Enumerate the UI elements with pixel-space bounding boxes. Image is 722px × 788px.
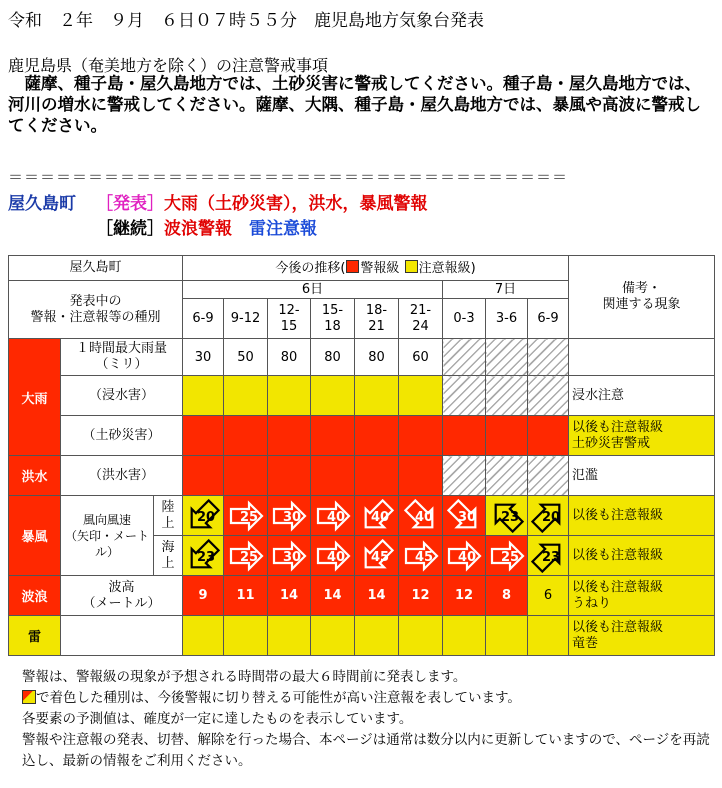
advisory-cell [528,616,569,656]
corner-town: 屋久島町 [9,256,183,281]
wind-speed: 30 [457,509,477,525]
wave-height-cell: 14 [311,576,355,616]
rain-amount-cell: 80 [268,339,311,376]
advisory-cell [443,616,486,656]
advisory-swatch [405,260,418,273]
wave-height-cell: 8 [486,576,528,616]
wave-height-cell: 12 [399,576,443,616]
wind-speed: 23 [196,549,216,565]
wind-speed: 20 [541,509,561,525]
wind-speed: 30 [282,549,302,565]
wave-height-cell: 6 [528,576,569,616]
note-1: 警報は、警報級の現象が予想される時間帯の最大６時間前に発表します。 [22,669,467,685]
warning-cell [355,416,399,456]
warning-cell [443,416,486,456]
sea-wind-cell [486,536,528,576]
sea-wind-cell [528,536,569,576]
land-wind-cell [528,496,569,536]
no-forecast-cell [528,339,569,376]
wind-arrow-icon [402,499,440,533]
wind-speed: 40 [370,509,389,525]
land-wind-cell [268,496,311,536]
wind-arrow-icon [314,539,352,573]
wind-arrow-icon [227,539,265,573]
advisory-cell [355,616,399,656]
wind-speed: 40 [414,509,433,525]
land-wind-cell [355,496,399,536]
advisory-cell [355,376,399,416]
wave-height-cell: 12 [443,576,486,616]
wind-arrow-icon [445,499,483,533]
continued-wave: 波浪警報 [164,219,232,239]
wind-speed: 20 [196,509,216,525]
advisory-cell [486,616,528,656]
heavy-rain-label: 大雨 [9,339,61,456]
remark-cell: 以後も注意報級 [569,496,715,536]
warning-cell [268,456,311,496]
rain-amount-cell: 80 [311,339,355,376]
continued-line [96,214,317,239]
wind-speed: 40 [326,509,345,525]
no-forecast-cell [443,376,486,416]
time-slot-header: 0-3 [443,299,486,339]
sea-label: 海 上 [154,536,183,576]
no-forecast-cell [486,456,528,496]
future-label: 今後の推移 [275,260,341,276]
advisory-cell [224,376,268,416]
wind-arrow-icon [488,499,526,533]
rain-amount-cell: 30 [183,339,224,376]
land-wind-cell [224,496,268,536]
wind-speed: 25 [239,549,258,565]
issued-items: 大雨（土砂災害），洪水，暴風警報 [164,194,428,214]
time-slot-header: 15- 18 [311,299,355,339]
wind-speed: 25 [239,509,258,525]
rain-amount-cell: 80 [355,339,399,376]
wind-arrow-icon [488,539,526,573]
sea-wind-cell [399,536,443,576]
advisory-cell [268,376,311,416]
advisory-cell [311,376,355,416]
no-forecast-cell [486,339,528,376]
warning-cell [224,456,268,496]
wind-arrow-icon [270,499,308,533]
summary-subtitle: 鹿児島県（奄美地方を除く）の注意警戒事項 [8,56,329,75]
wind-speed: 45 [370,549,389,565]
no-forecast-cell [486,376,528,416]
remark-cell: 以後も注意報級 竜巻 [569,616,715,656]
wind-speed: 45 [414,549,433,565]
note-2 [22,688,712,709]
inundation-label: （浸水害） [61,376,183,416]
corner-kind: 発表中の 警報・注意報等の種別 [9,281,183,339]
note-2-text: で着色した種別は、今後警報に切り替える可能性が高い注意報を表しています。 [36,690,521,706]
advisory-cell [399,376,443,416]
land-wind-cell [486,496,528,536]
sea-wind-cell [443,536,486,576]
land-wind-cell [399,496,443,536]
continued-thunder: 雷注意報 [249,219,317,239]
future-header: 今後の推移( 警報級 注意報級) [183,256,569,281]
legend-advisory: 注意報級 [418,260,471,276]
sea-wind-cell [268,536,311,576]
wave-sub-label: 波高 （メートル） [61,576,183,616]
notes [22,667,712,772]
advisory-cell [224,616,268,656]
advisory-cell [311,616,355,656]
legend-warning: 警報級 [360,260,400,276]
no-forecast-cell [443,339,486,376]
thunder-sub-blank [61,616,183,656]
storm-label: 暴風 [9,496,61,576]
no-forecast-cell [528,456,569,496]
warning-cell [355,456,399,496]
town-name: 屋久島町 [8,194,76,214]
wind-arrow-icon [358,539,396,573]
advisory-cell [399,616,443,656]
time-slot-header: 9-12 [224,299,268,339]
warning-cell [486,416,528,456]
rain-amount-label: １時間最大雨量 （ミリ） [61,339,183,376]
sea-wind-cell [183,536,224,576]
remark-cell [569,339,715,376]
wind-arrow-icon [227,499,265,533]
landslide-label: （土砂災害） [61,416,183,456]
wind-arrow-icon [529,499,567,533]
time-slot-header: 18- 21 [355,299,399,339]
time-slot-header: 6-9 [183,299,224,339]
day7-header: 7日 [443,281,569,299]
no-forecast-cell [443,456,486,496]
remark-cell: 以後も注意報級 土砂災害警戒 [569,416,715,456]
wind-speed: 25 [500,549,519,565]
thunder-label: 雷 [9,616,61,656]
warning-cell [311,456,355,496]
wave-height-cell: 11 [224,576,268,616]
remark-cell: 浸水注意 [569,376,715,416]
issued-line [96,189,428,214]
wind-speed: 23 [541,549,561,565]
issued-tag: ［発表］ [96,194,164,214]
warning-swatch [346,260,359,273]
wave-height-cell: 9 [183,576,224,616]
sea-wind-cell [224,536,268,576]
advisory-cell [268,616,311,656]
wind-arrow-icon [270,539,308,573]
warning-cell [399,416,443,456]
wind-sub-label: 風向風速 （矢印・メートル） [61,496,154,576]
warning-cell [224,416,268,456]
time-slot-header: 3-6 [486,299,528,339]
warning-cell [399,456,443,496]
warning-cell [311,416,355,456]
time-slot-header: 21- 24 [399,299,443,339]
rain-amount-cell: 60 [399,339,443,376]
wind-arrow-icon [402,539,440,573]
remark-cell: 以後も注意報級 [569,536,715,576]
warning-cell [183,416,224,456]
issue-header: 令和 ２年 ９月 ６日０７時５５分 鹿児島地方気象台発表 [8,11,484,31]
time-slot-header: 6-9 [528,299,569,339]
warning-cell [528,416,569,456]
sea-wind-cell [355,536,399,576]
advisory-to-warning-swatch [22,690,36,704]
continued-tag: ［継続］ [96,219,164,239]
wind-arrow-icon [445,539,483,573]
remark-cell: 氾濫 [569,456,715,496]
wind-speed: 40 [326,549,345,565]
wind-speed: 23 [500,509,519,525]
sea-wind-cell [311,536,355,576]
wind-arrow-icon [358,499,396,533]
wave-height-cell: 14 [268,576,311,616]
wind-speed: 40 [457,549,477,565]
no-forecast-cell [528,376,569,416]
land-label: 陸 上 [154,496,183,536]
remarks-header: 備考・ 関連する現象 [569,256,715,339]
wind-arrow-icon [529,539,567,573]
flood-sub-label: （洪水害） [61,456,183,496]
separator: ＝＝＝＝＝＝＝＝＝＝＝＝＝＝＝＝＝＝＝＝＝＝＝＝＝＝＝＝＝＝＝＝＝＝＝ [8,168,569,186]
time-slot-header: 12- 15 [268,299,311,339]
wave-height-cell: 14 [355,576,399,616]
wind-speed: 30 [282,509,302,525]
day6-header: 6日 [183,281,443,299]
flood-label: 洪水 [9,456,61,496]
note-4: 警報や注意報の発表、切替、解除を行った場合、本ページは通常は数分以内に更新していますので、ページを再読込し、最新の情報をご利用ください。 [22,732,710,769]
warning-cell [183,456,224,496]
land-wind-cell [443,496,486,536]
wind-arrow-icon [184,539,222,573]
remark-cell: 以後も注意報級 うねり [569,576,715,616]
advisory-cell [183,376,224,416]
wind-arrow-icon [184,499,222,533]
warning-cell [268,416,311,456]
forecast-table [8,255,715,656]
wind-arrow-icon [314,499,352,533]
summary-text: 薩摩、種子島・屋久島地方では、土砂災害に警戒してください。種子島・屋久島地方では、河川の増水に警戒してください。薩摩、大隅、種子島・屋久島地方では、暴風や高波に警戒してください。 [8,74,701,135]
rain-amount-cell: 50 [224,339,268,376]
advisory-cell [183,616,224,656]
note-3: 各要素の予測値は、確度が一定に達したものを表示しています。 [22,711,413,727]
land-wind-cell [311,496,355,536]
land-wind-cell [183,496,224,536]
wave-label: 波浪 [9,576,61,616]
